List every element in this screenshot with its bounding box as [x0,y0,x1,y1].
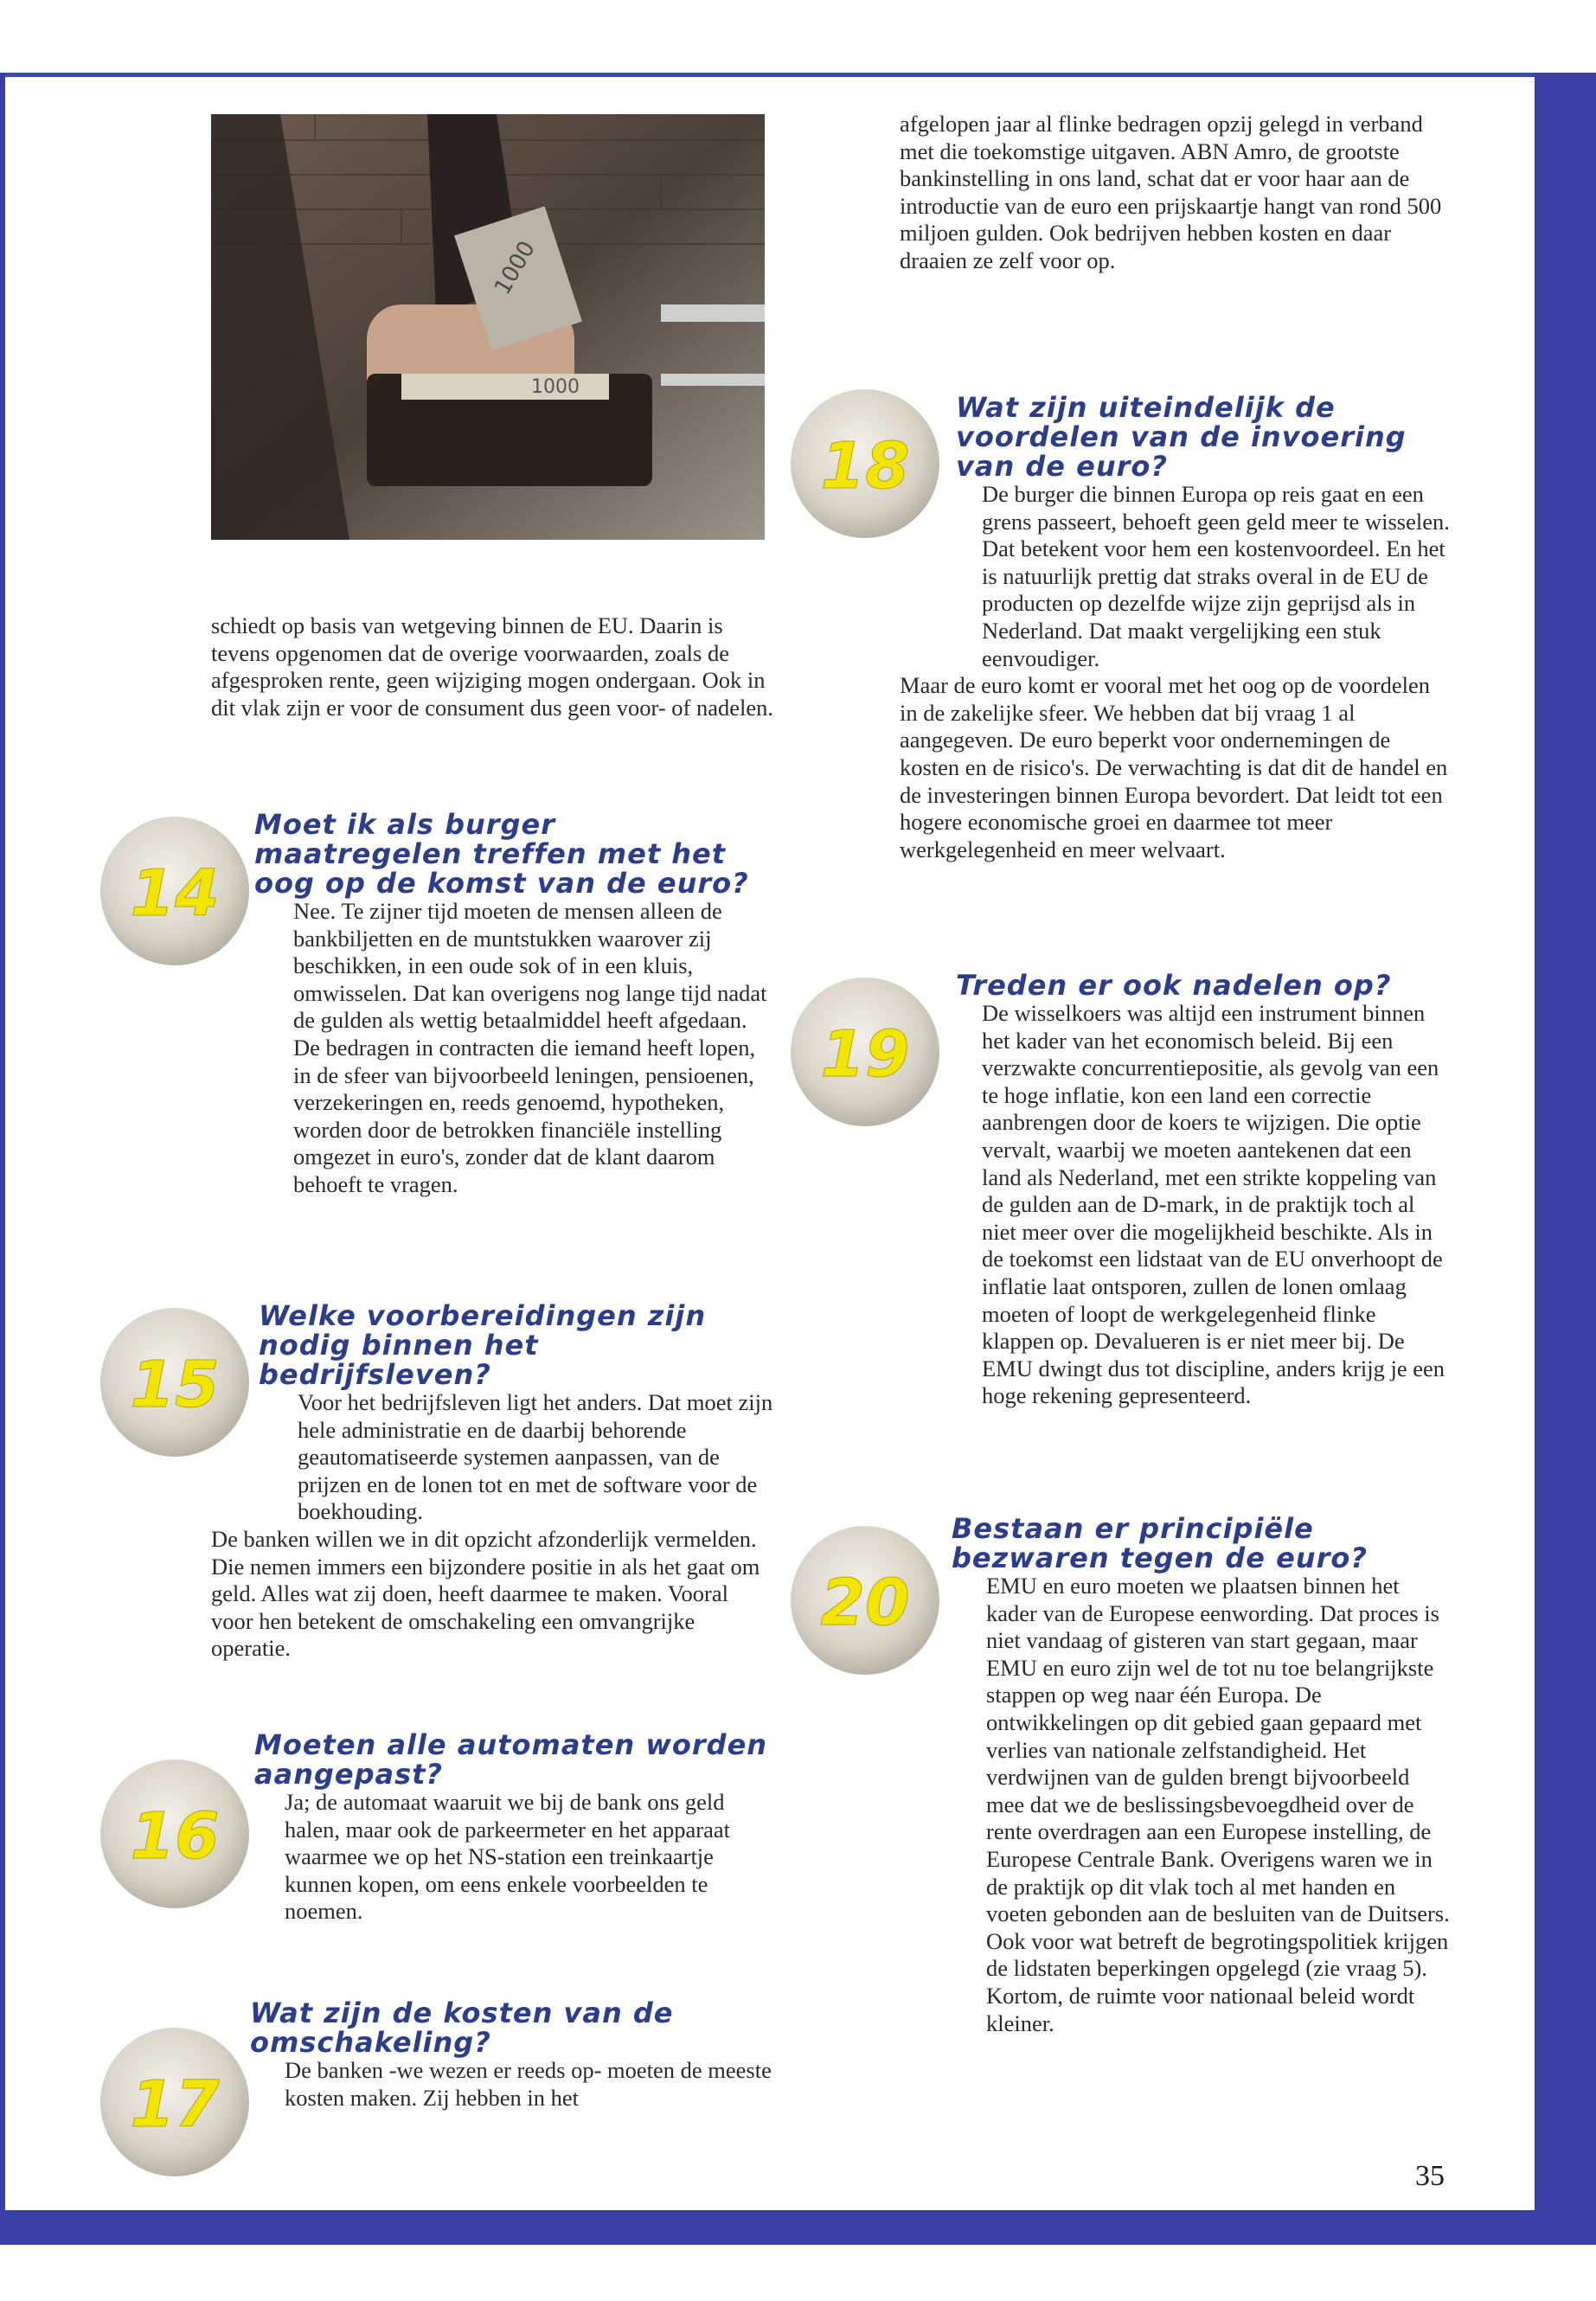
svg-text:15: 15 [130,1348,220,1422]
question-17-answer: De banken -we wezen er reeds op- moeten de meeste kosten maken. Zij hebben in het [285,2057,772,2111]
question-18-answer: De burger die binnen Europa op reis gaat en een grens passeert, behoeft geen geld meer te wisselen. Dat betekent voor hem een kostenvoordeel. En het is natuurlijk prettig dat straks overal in de EU de producten op dezelfde wijze zijn geprijsd als in Nederland. Dat maakt vergelijking een stuk eenvoudiger. [982,481,1450,671]
page-number: 35 [1415,2160,1445,2192]
svg-text:14: 14 [130,856,220,931]
banknote-label: 1000 [489,236,541,299]
svg-text:20: 20 [820,1566,910,1640]
question-14-answer: Nee. Te zijner tijd moeten de mensen alleen de bankbiljetten en de muntstukken waarover zij beschikken, in een oude sok of in een kluis, omwisselen. Dat kan overigens nog lange tijd nadat de gulden als wettig betaalmiddel heeft afgedaan. De bedragen in contracten die iemand heeft lopen, in de sfeer van bijvoorbeeld leningen, pensioenen, verzekeringen en, reeds genoemd, hypotheken, worden door de betrokken financiële instelling omgezet in euro's, zonder dat de klant daarom behoeft te vragen. [293,898,767,1197]
question-19-title: Treden er ook nadelen op? [956,969,1392,1002]
question-17-title: Wat zijn de kosten van de omschakeling? [250,1997,674,2059]
right-intro-text: afgelopen jaar al flinke bedragen opzij gelegd in verband met die toekomstige uitgaven. ABN Amro, de grootste bankinstelling in ons land, schat dat er voor haar aan de introductie van de euro een prijskaartje hangt van rond 500 miljoen gulden. Ook bedrijven hebben kosten en daar draaien ze zelf voor op. [900,111,1442,273]
left-border [0,73,5,2245]
question-16-answer: Ja; de automaat waaruit we bij de bank ons geld halen, maar ook de parkeermeter en het apparaat waarmee we op het NS-station een treinkaartje kunnen kopen, om eens enkele voorbeelden te noemen. [285,1789,730,1925]
question-15 [211,1301,773,1663]
left-intro [211,612,773,721]
banknote-label-2: 1000 [531,376,580,398]
wallet-photo [211,114,765,540]
svg-text:17: 17 [130,2067,220,2142]
question-18-title: Wat zijn uiteindelijk de voordelen van de invoering van de euro? [956,391,1407,483]
svg-text:18: 18 [820,429,910,503]
right-intro [900,111,1453,275]
question-14 [211,810,773,1199]
question-16 [211,1730,773,1926]
left-intro-text: schiedt op basis van wetgeving binnen de EU. Daarin is tevens opgenomen dat de overige voorwaarden, zoals de afgesproken rente, geen wijziging mogen ondergaan. Ook in dit vlak zijn er voor de consument dus geen voor- of nadelen. [211,612,774,721]
question-18 [900,393,1453,863]
question-19-answer: De wisselkoers was altijd een instrument binnen het kader van het economisch beleid. Bij een verzwakte concurrentiepositie, als gevolg van een te hoge inflatie, kon een land een correctie aanbrengen door de koers te wijzigen. Die optie vervalt, waarbij we moeten aantekenen dat een land als Nederland, met een strikte koppeling van de gulden aan de D-mark, in de praktijk toch al niet meer over die mogelijkheid beschikte. Als in de toekomst een lidstaat van de EU onverhoopt de inflatie laat ontsporen, zullen de lonen omlaag moeten of loopt de werkgelegenheid flinke klappen op. Devalueren is er niet meer bij. De EMU dwingt dus tot discipline, anders krijg je een hoge rekening gepresenteerd. [982,1000,1445,1409]
question-15-answer: Voor het bedrijfsleven ligt het anders. Dat moet zijn hele administratie en de daarbij behorende geautomatiseerde systemen aanpassen, van de prijzen en de lonen tot en met de software voor de boekhouding. [298,1389,773,1525]
question-20 [900,1514,1453,2037]
question-16-title: Moeten alle automaten worden aangepast? [254,1728,768,1791]
question-19 [900,971,1453,1410]
svg-text:16: 16 [130,1799,220,1874]
question-20-answer: EMU en euro moeten we plaatsen binnen het kader van de Europese eenwording. Dat proces is niet vandaag of gisteren van start gegaan, maar EMU en euro zijn wel de tot nu toe belangrijkste stappen op weg naar één Europa. De ontwikkelingen op dit gebied gaan gepaard met verlies van nationale zelfstandigheid. Het verdwijnen van de gulden brengt bijvoorbeeld mee dat we de beslissingsbevoegdheid over de rente overdragen aan een Europese instelling, de Europese Centrale Bank. Overigens waren we in de praktijk op dit vlak toch al met handen en voeten gebonden aan de besluiten van de Duitsers. Ook voor wat betreft de begrotingspolitiek krijgen de lidstaten beperkingen opgelegd (zie vraag 5). Kortom, de ruimte voor nationaal beleid wordt kleiner. [986,1573,1450,2036]
question-15-answer-2: De banken willen we in dit opzicht afzonderlijk vermelden. Die nemen immers een bijzondere positie in als het gaat om geld. Alles wat zij doen, heeft daarmee te maken. Vooral voor hen betekent de omschakeling een omvangrijke operatie. [211,1525,760,1662]
svg-text:19: 19 [820,1017,910,1092]
question-17 [211,1998,773,2112]
top-rule [0,73,1596,77]
question-15-title: Welke voorbereidingen zijn nodig binnen het bedrijfsleven? [259,1299,707,1391]
question-14-title: Moet ik als burger maatregelen treffen met het oog op de komst van de euro? [254,808,749,900]
question-20-title: Bestaan er principiële bezwaren tegen de euro? [952,1512,1368,1574]
right-border [1535,73,1596,2245]
question-18-answer-2: Maar de euro komt er vooral met het oog op de voordelen in de zakelijke sfeer. We hebben dat bij vraag 1 al aangegeven. De euro beperkt voor ondernemingen de kosten en de risico's. De verwachting is dat dit de handel en de investeringen binnen Europa bevordert. Dat leidt tot een hogere economische groei en daarmee tot meer werkgelegenheid en meer welvaart. [900,672,1448,862]
bottom-border [0,2210,1596,2245]
